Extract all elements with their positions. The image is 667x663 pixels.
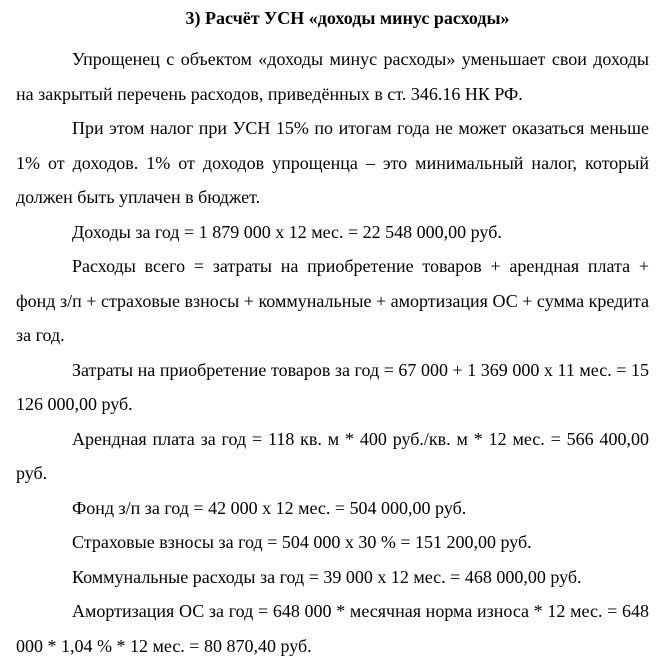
paragraph-depreciation: Амортизация ОС за год = 648 000 * месячная норма износа * 12 мес. = 648 000 * 1,04 % * 12 мес. = 80 870,40 руб. [16, 601, 649, 656]
paragraph-usn-definition: Упрощенец с объектом «доходы минус расходы» уменьшает свои доходы на закрытый перечень расходов, приведённых в ст. 346.16 НК РФ. [16, 49, 649, 104]
paragraph-payroll-fund: Фонд з/п за год = 42 000 х 12 мес. = 504 000,00 руб. [72, 497, 467, 518]
paragraph-rent: Арендная плата за год = 118 кв. м * 400 руб./кв. м * 12 мес. = 566 400,00 руб. [16, 428, 649, 483]
paragraph-minimum-tax: При этом налог при УСН 15% по итогам года не может оказаться меньше 1% от доходов. 1% от доходов упрощенца – это минимальный налог, который должен быть уплачен в бюджет. [16, 118, 649, 207]
paragraph-insurance-contributions: Страховые взносы за год = 504 000 х 30 % = 151 200,00 руб. [72, 532, 532, 552]
paragraph-annual-income: Доходы за год = 1 879 000 х 12 мес. = 22 548 000,00 руб. [72, 221, 502, 242]
paragraph-utilities: Коммунальные расходы за год = 39 000 х 12 мес. = 468 000,00 руб. [72, 566, 582, 587]
paragraph-total-expenses: Расходы всего = затраты на приобретение товаров + арендная плата + фонд з/п + страховые взносы + коммунальные + амортизация ОС + сумма кредита за год. [16, 256, 649, 345]
section-heading: 3) Расчёт УСН «доходы минус расходы» [185, 8, 510, 28]
paragraph-goods-costs: Затраты на приобретение товаров за год = 67 000 + 1 369 000 х 11 мес. = 15 126 000,00 руб. [16, 359, 649, 414]
